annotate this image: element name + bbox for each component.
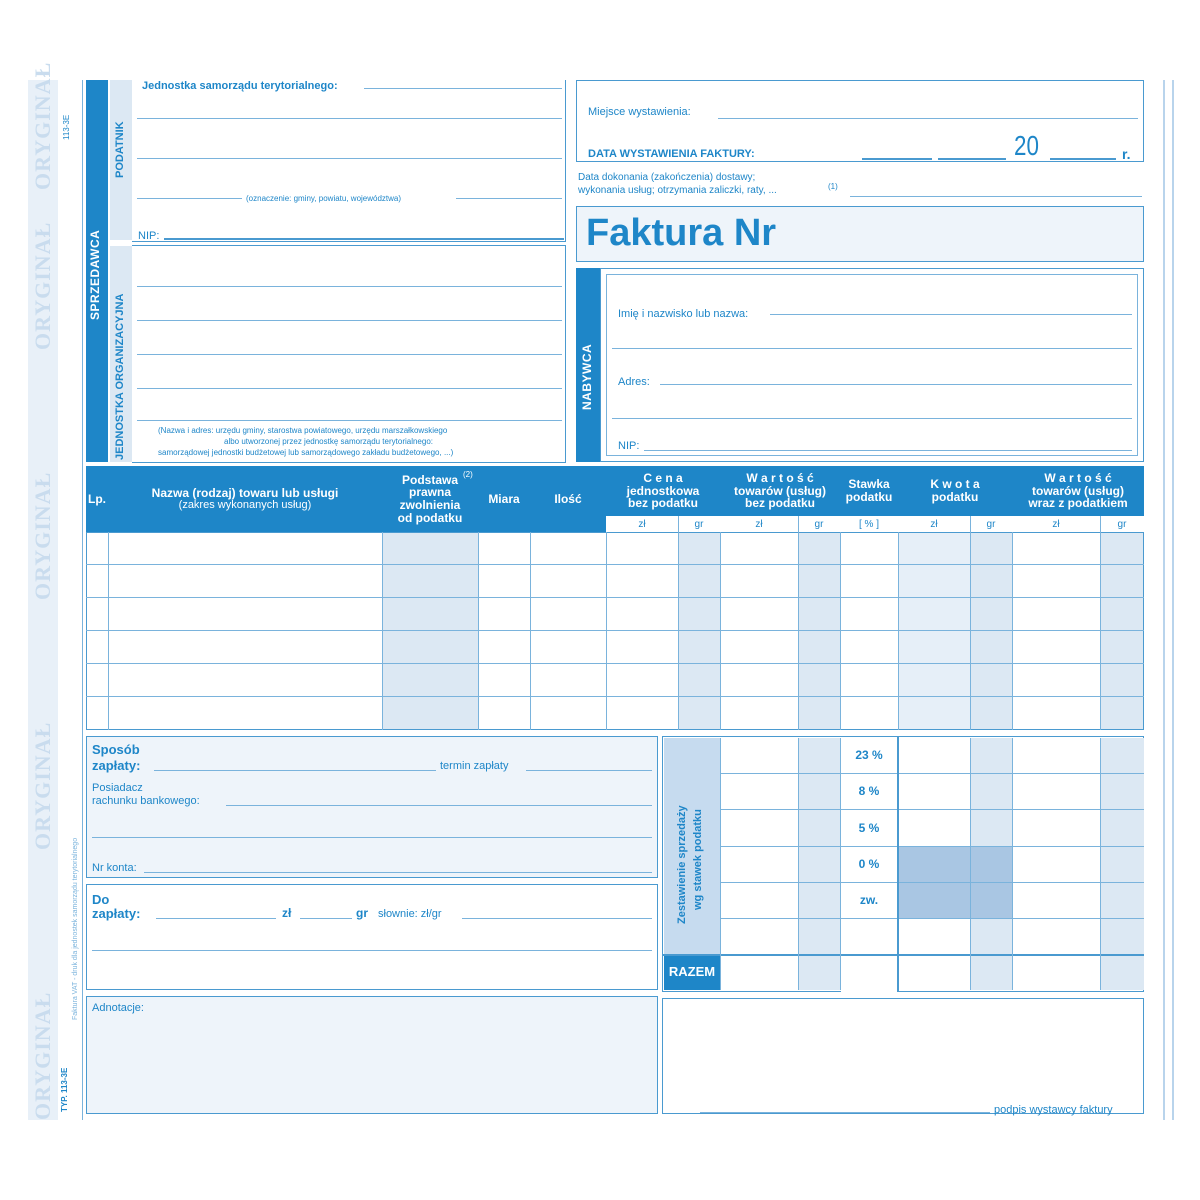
summary-row-line-2 xyxy=(720,809,1144,810)
table-body xyxy=(86,532,1144,730)
rate-zw: zw. xyxy=(859,893,879,907)
watermark-text-3: ORYGINAŁ xyxy=(30,471,55,600)
date-month-field[interactable] xyxy=(938,158,1006,160)
header-lp: Lp. xyxy=(88,491,106,506)
margin-fine-print: Faktura VAT - druk dla jednostek samorządu terytorialnego xyxy=(72,837,79,1020)
col-line-tax-end xyxy=(1012,532,1013,730)
col-line-rate xyxy=(898,532,899,730)
summary-total-rate-blank xyxy=(841,956,897,992)
notes-box xyxy=(86,996,658,1114)
seller-section-label: SPRZEDAWCA xyxy=(88,229,102,320)
watermark-text-4: ORYGINAŁ xyxy=(30,221,55,350)
signature-box xyxy=(662,998,1144,1114)
summary-side-label-1: Zestawienie sprzedaży xyxy=(676,805,688,924)
account-line[interactable] xyxy=(144,872,652,873)
signature-line[interactable] xyxy=(700,1112,990,1113)
jst-line-4[interactable] xyxy=(456,198,562,199)
header-gross-line-1: W a r t o ś ć xyxy=(1044,471,1112,486)
total-label: RAZEM xyxy=(668,964,716,979)
header-name-line-2: (zakres wykonanych usług) xyxy=(178,498,312,511)
header-tax-line-1: K w o t a xyxy=(930,477,980,492)
due-gr-line[interactable] xyxy=(300,918,352,919)
summary-col-net-gr xyxy=(798,738,799,990)
payment-method-label-2: zapłaty: xyxy=(92,758,141,773)
summary-col-gross-gr xyxy=(1100,738,1101,990)
org-line-4[interactable] xyxy=(137,388,562,389)
due-label-1: Do xyxy=(92,892,110,907)
date-year-field[interactable] xyxy=(1050,158,1116,160)
header-net xyxy=(720,466,840,516)
payment-box xyxy=(86,736,658,878)
summary-row-line-5 xyxy=(720,918,1144,919)
org-hint-1: (Nazwa i adres: urzędu gminy, starostwa powiatowego, urzędu marszałkowskiego xyxy=(158,426,448,435)
buyer-name-label: Imię i nazwisko lub nazwa: xyxy=(618,308,749,320)
jst-hint: (oznaczenie: gminy, powiatu, województwa) xyxy=(246,194,402,203)
invoice-title: Faktura Nr xyxy=(586,212,777,254)
table-row-line-3 xyxy=(86,630,1144,631)
rate-0: 0 % xyxy=(858,857,880,871)
buyer-address-line-2[interactable] xyxy=(612,418,1132,419)
sub-price-zl: zł xyxy=(638,518,646,530)
header-net-line-3: bez podatku xyxy=(744,496,815,511)
rate-5: 5 % xyxy=(858,821,880,835)
jst-line-1[interactable] xyxy=(137,118,562,119)
col-line-gross xyxy=(1100,516,1101,730)
header-gross-line-2: towarów (usług) xyxy=(1032,483,1124,498)
org-hint-2: albo utworzonej przez jednostkę samorządu terytorialnego: xyxy=(224,437,434,446)
due-zl-label: zł xyxy=(282,906,292,920)
table-row-line-1 xyxy=(86,564,1144,565)
left-margin-rule xyxy=(82,80,83,1120)
col-line-price-end xyxy=(720,532,721,730)
header-basis-note: (2) xyxy=(463,470,473,479)
payment-term-line[interactable] xyxy=(526,770,652,771)
header-net-line-1: W a r t o ś ć xyxy=(746,471,814,486)
summary-col-gross xyxy=(1012,738,1013,990)
col-line-tax xyxy=(970,516,971,730)
buyer-address-label: Adres: xyxy=(618,376,650,388)
due-words-line-2[interactable] xyxy=(92,950,652,951)
due-zl-line[interactable] xyxy=(156,918,276,919)
col-line-price xyxy=(678,516,679,730)
col-line-basis xyxy=(478,532,479,730)
watermark-text-2: ORYGINAŁ xyxy=(30,721,55,850)
header-basis-line-3: zwolnienia xyxy=(399,498,461,512)
buyer-inner-box xyxy=(606,274,1138,456)
summary-col-net xyxy=(720,738,721,990)
jst-label: Jednostka samorządu terytorialnego: xyxy=(142,80,338,92)
buyer-name-line[interactable] xyxy=(770,314,1132,315)
date-day-field[interactable] xyxy=(862,158,932,160)
summary-net-gr-shade xyxy=(798,738,840,990)
holder-line-2[interactable] xyxy=(92,837,652,838)
summary-row-line-3 xyxy=(720,846,1144,847)
sub-tax-gr: gr xyxy=(986,518,996,530)
header-price-line-3: bez podatku xyxy=(627,496,698,511)
payment-term-label: termin zapłaty xyxy=(440,760,509,772)
buyer-nip-label: NIP: xyxy=(618,440,640,452)
holder-line[interactable] xyxy=(226,805,652,806)
watermark-text-1: ORYGINAŁ xyxy=(30,991,55,1120)
header-rate-line-2: podatku xyxy=(845,490,893,504)
header-basis-line-4: od podatku xyxy=(397,510,463,525)
podatnik-label: PODATNIK xyxy=(114,121,126,178)
sub-gross-gr: gr xyxy=(1117,518,1127,530)
col-line-lp xyxy=(108,532,109,730)
issue-date-label: DATA WYSTAWIENIA FAKTURY: xyxy=(588,148,755,160)
notes-label: Adnotacje: xyxy=(92,1002,144,1014)
rate-23: 23 % xyxy=(855,748,883,762)
year-suffix: r. xyxy=(1122,146,1131,162)
due-words-line[interactable] xyxy=(462,918,652,919)
header-basis-line-1: Podstawa xyxy=(401,472,458,487)
seller-jst-box xyxy=(132,80,566,242)
seller-nip-line[interactable] xyxy=(164,238,564,240)
org-line-2[interactable] xyxy=(137,320,562,321)
holder-label-2: rachunku bankowego: xyxy=(92,795,200,807)
payment-method-line[interactable] xyxy=(154,770,436,771)
account-label: Nr konta: xyxy=(92,862,137,874)
summary-row-line-1 xyxy=(720,773,1144,774)
header-price-line-2: jednostkowa xyxy=(626,483,700,498)
completion-label-1: Data dokonania (zakończenia) dostawy; xyxy=(578,172,756,183)
rate-8: 8 % xyxy=(858,784,880,798)
header-price xyxy=(606,466,720,516)
org-label: JEDNOSTKA ORGANIZACYJNA xyxy=(114,293,126,460)
sub-price-gr: gr xyxy=(694,518,704,530)
jst-line-2[interactable] xyxy=(137,158,562,159)
header-price-line-1: C e n a xyxy=(643,471,683,486)
header-gross-line-3: wraz z podatkiem xyxy=(1028,496,1128,511)
watermark-text-5: ORYGINAŁ xyxy=(30,61,55,190)
col-line-qty xyxy=(606,532,607,730)
buyer-name-line-2[interactable] xyxy=(612,348,1132,349)
due-words-label: słownie: zł/gr xyxy=(378,908,442,920)
buyer-section-label: NABYWCA xyxy=(580,343,594,410)
form-top-code: 113-3E xyxy=(62,114,71,140)
col-line-unit xyxy=(530,532,531,730)
right-margin-rule-2 xyxy=(1172,80,1174,1120)
summary-total-line xyxy=(662,954,1144,956)
header-gross xyxy=(1012,466,1144,516)
header-net-line-2: towarów (usług) xyxy=(734,483,826,498)
header-basis-line-2: prawna xyxy=(408,485,451,500)
due-box xyxy=(86,884,658,990)
sub-gross-zl: zł xyxy=(1052,518,1060,530)
header-unit: Miara xyxy=(488,491,520,506)
signature-label: podpis wystawcy faktury xyxy=(994,1104,1113,1116)
jst-line-0 xyxy=(364,88,562,89)
table-row-line-4 xyxy=(86,663,1144,664)
due-label-2: zapłaty: xyxy=(92,906,141,921)
place-line[interactable] xyxy=(718,118,1138,119)
completion-note: (1) xyxy=(828,182,838,191)
sub-rate-pct: [ % ] xyxy=(858,518,879,530)
col-line-net-end xyxy=(840,532,841,730)
jst-line-3[interactable] xyxy=(137,198,242,199)
col-line-name xyxy=(382,532,383,730)
form-type-code: TYP. 113-3E xyxy=(60,1067,69,1112)
header-name xyxy=(108,466,382,532)
summary-row-line-4 xyxy=(720,882,1144,883)
summary-gross-gr-shade xyxy=(1100,738,1144,990)
buyer-address-line[interactable] xyxy=(660,384,1132,385)
header-rate-line-1: Stawka xyxy=(848,477,890,492)
year-prefix: 20 xyxy=(1014,130,1039,161)
header-qty: Ilość xyxy=(554,491,582,506)
payment-method-label-1: Sposób xyxy=(92,742,140,757)
summary-side-label-2: wg stawek podatku xyxy=(692,809,704,910)
sub-net-zl: zł xyxy=(755,518,763,530)
header-tax-line-2: podatku xyxy=(931,490,979,504)
holder-label-1: Posiadacz xyxy=(92,782,143,794)
org-line-3[interactable] xyxy=(137,354,562,355)
completion-date-line[interactable] xyxy=(850,196,1142,197)
completion-label-2: wykonania usług; otrzymania zaliczki, raty, ... xyxy=(578,185,777,196)
org-line-5[interactable] xyxy=(137,420,562,421)
summary-col-tax-gr xyxy=(970,738,971,990)
table-row-line-2 xyxy=(86,597,1144,598)
header-tax xyxy=(898,466,1012,516)
right-margin-rule-1 xyxy=(1163,80,1165,1120)
header-name-line-1: Nazwa (rodzaj) towaru lub usługi xyxy=(151,485,339,500)
table-row-line-5 xyxy=(86,696,1144,697)
header-rate xyxy=(840,466,898,516)
org-line-1[interactable] xyxy=(137,286,562,287)
col-line-net xyxy=(798,516,799,730)
seller-nip-label: NIP: xyxy=(138,230,160,242)
sub-net-gr: gr xyxy=(814,518,824,530)
place-label: Miejsce wystawienia: xyxy=(588,106,691,118)
due-gr-label: gr xyxy=(356,906,368,920)
sub-tax-zl: zł xyxy=(930,518,938,530)
buyer-nip-line[interactable] xyxy=(644,450,1132,451)
org-hint-3: samorządowej jednostki budżetowej lub samorządowego zakładu budżetowego, ...) xyxy=(158,448,454,457)
